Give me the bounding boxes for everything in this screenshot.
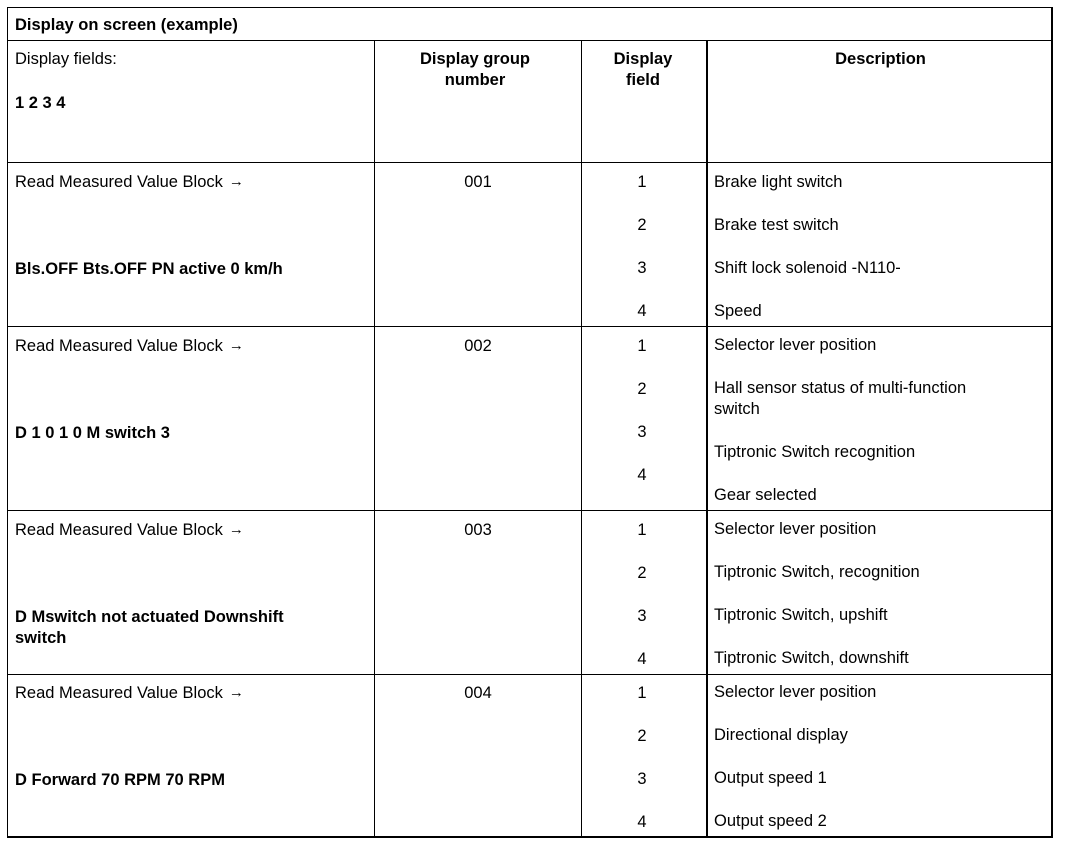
description-001-4: Speed	[714, 302, 762, 320]
description-002-1: Selector lever position	[714, 336, 877, 354]
field-001-3: 3	[637, 259, 647, 277]
description-002-3: Tiptronic Switch recognition	[714, 443, 916, 461]
table-border-left	[7, 7, 8, 838]
table-border-top	[8, 7, 1053, 8]
table-border-bottom	[8, 836, 1053, 838]
field-003-3: 3	[637, 607, 647, 625]
group-number-003: 003	[464, 521, 492, 539]
header-row-divider	[8, 162, 1053, 163]
field-004-2: 2	[637, 727, 647, 745]
read-label-002: Read Measured Value Block →	[15, 337, 244, 355]
display-value-003: D Mswitch not actuated Downshift switch	[15, 608, 284, 647]
arrow-right-icon: →	[228, 173, 244, 190]
field-002-4: 4	[637, 466, 647, 484]
field-002-2: 2	[637, 380, 647, 398]
group-number-002: 002	[464, 337, 492, 355]
arrow-right-icon: →	[228, 684, 244, 701]
group-number-001: 001	[464, 173, 492, 191]
field-004-3: 3	[637, 770, 647, 788]
title-row-divider	[8, 40, 1053, 41]
block-divider-1	[8, 326, 1053, 327]
description-002-4: Gear selected	[714, 486, 817, 504]
field-001-4: 4	[637, 302, 647, 320]
read-label-003: Read Measured Value Block →	[15, 521, 244, 539]
description-001-1: Brake light switch	[714, 173, 843, 191]
column-divider-3	[706, 40, 708, 838]
description-002-2: Hall sensor status of multi-function switch	[714, 379, 967, 418]
description-001-2: Brake test switch	[714, 216, 839, 234]
field-003-4: 4	[637, 650, 647, 668]
arrow-right-icon: →	[228, 337, 244, 354]
read-label-004: Read Measured Value Block →	[15, 684, 244, 702]
read-label-001: Read Measured Value Block →	[15, 173, 244, 191]
field-001-2: 2	[637, 216, 647, 234]
description-003-2: Tiptronic Switch, recognition	[714, 563, 920, 581]
field-004-1: 1	[637, 684, 647, 702]
header-display-field: Display field	[613, 50, 673, 89]
description-004-1: Selector lever position	[714, 683, 877, 701]
description-004-2: Directional display	[714, 726, 848, 744]
field-002-1: 1	[637, 337, 647, 355]
header-description: Description	[835, 50, 926, 68]
field-004-4: 4	[637, 813, 647, 831]
description-004-3: Output speed 1	[714, 769, 827, 787]
display-value-001: Bls.OFF Bts.OFF PN active 0 km/h	[15, 260, 283, 278]
header-group-number: Display group number	[419, 50, 530, 89]
arrow-right-icon: →	[228, 521, 244, 538]
description-003-4: Tiptronic Switch, downshift	[714, 649, 909, 667]
field-003-1: 1	[637, 521, 647, 539]
display-value-002: D 1 0 1 0 M switch 3	[15, 424, 170, 442]
table-border-right	[1051, 7, 1053, 838]
header-display-fields-numbers: 1 2 3 4	[15, 94, 66, 112]
header-display-fields-label: Display fields:	[15, 50, 117, 68]
description-003-3: Tiptronic Switch, upshift	[714, 606, 888, 624]
description-004-4: Output speed 2	[714, 812, 827, 830]
column-divider-1	[374, 40, 375, 838]
group-number-004: 004	[464, 684, 492, 702]
table-title: Display on screen (example)	[15, 16, 238, 34]
block-divider-3	[8, 674, 1053, 675]
display-value-004: D Forward 70 RPM 70 RPM	[15, 771, 225, 789]
field-003-2: 2	[637, 564, 647, 582]
block-divider-2	[8, 510, 1053, 511]
field-001-1: 1	[637, 173, 647, 191]
description-003-1: Selector lever position	[714, 520, 877, 538]
field-002-3: 3	[637, 423, 647, 441]
description-001-3: Shift lock solenoid -N110-	[714, 259, 901, 277]
